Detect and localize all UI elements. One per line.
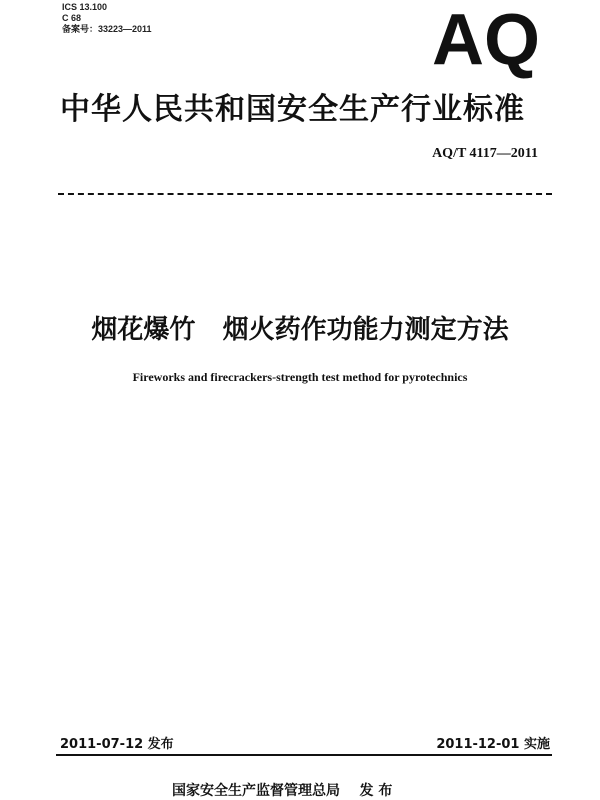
effective-date: 2011-12-01 实施 — [436, 737, 550, 752]
classification-block — [62, 2, 152, 35]
record-number: 备案号：33223—2011 — [62, 24, 152, 34]
publisher: 国家安全生产监督管理总局 发 布 — [172, 783, 393, 799]
standard-code: AQ/T 4117—2011 — [432, 146, 538, 161]
aq-logo: AQ — [432, 0, 540, 80]
header-divider — [58, 193, 552, 195]
standard-category-title: 中华人民共和国安全生产行业标准 — [60, 92, 525, 127]
ics-code: ICS 13.100 — [62, 2, 108, 12]
footer-divider — [56, 754, 552, 756]
ccs-code: C 68 — [62, 13, 82, 23]
document-title-en: Fireworks and firecrackers-strength test method for pyrotechnics — [132, 370, 468, 384]
document-title-cn: 烟花爆竹 烟火药作功能力测定方法 — [91, 315, 509, 345]
issue-date: 2011-07-12 发布 — [60, 737, 174, 752]
